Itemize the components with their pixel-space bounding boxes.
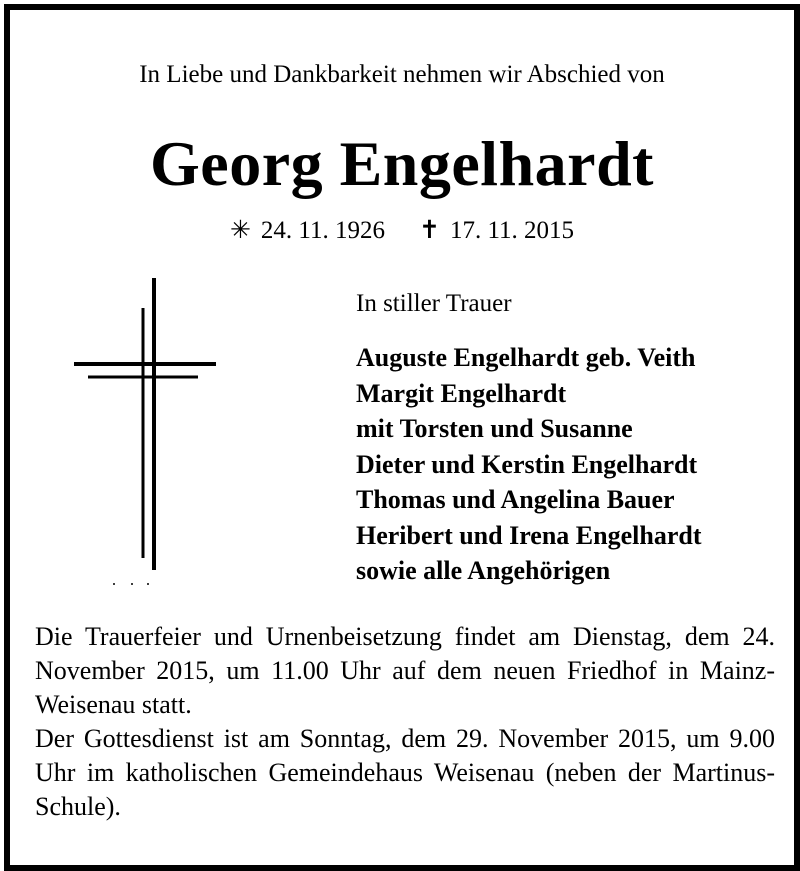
deceased-name: Georg Engelhardt [150,128,654,199]
family-member: Margit Engelhardt [356,378,567,408]
family-member: Dieter und Kerstin Engelhardt [356,449,698,479]
family-member: Auguste Engelhardt geb. Veith [356,343,696,372]
death-date: 17. 11. 2015 [449,217,575,244]
family-member: mit Torsten und Susanne [356,414,633,443]
birth-date: 24. 11. 1926 [260,217,385,244]
intro-text: In Liebe und Dankbarkeit nehmen wir Abschied von [139,61,665,88]
family-member: Heribert und Irena Engelhardt [356,520,702,550]
funeral-paragraph: Die Trauerfeier und Urnenbeisetzung findet am Dienstag, dem 24. November 2015, um 11.00 Uhr auf dem neuen Friedhof in Mainz-Weisenau statt. [35,622,775,719]
family-member: Thomas und Angelina Bauer [356,485,675,514]
death-cross-icon: ✝ [419,217,440,244]
mourning-label: In stiller Trauer [356,290,512,317]
service-info [35,620,775,824]
mass-paragraph: Der Gottesdienst ist am Sonntag, dem 29. November 2015, um 9.00 Uhr im katholischen Gemeindehaus Weisenau (neben der Martinus-Schule). [35,724,775,821]
birth-star-icon: ✳ [229,217,251,244]
double-line-cross-icon [66,270,226,590]
life-dates [10,215,794,247]
family-list [356,340,701,589]
obituary-notice [4,4,800,871]
family-member: sowie alle Angehörigen [356,556,611,585]
